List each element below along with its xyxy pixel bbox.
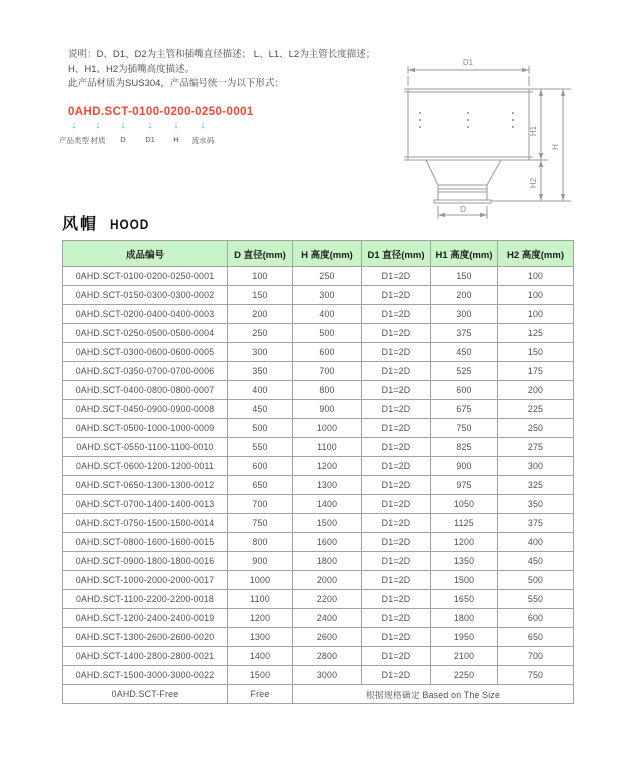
cell-h1: 2250: [431, 666, 498, 685]
intro-line-3: 此产品材质为SUS304，产品编号统一为以下形式：: [68, 78, 284, 89]
cell-d1: D1=2D: [362, 666, 431, 685]
cell-h1: 1350: [431, 552, 498, 571]
table-row: [63, 343, 574, 362]
cell-h: 300: [293, 286, 362, 305]
cell-h2: 350: [498, 495, 574, 514]
cell-h1: 600: [431, 381, 498, 400]
cell-h2: 750: [498, 666, 574, 685]
table-row: [63, 324, 574, 343]
table-row: [63, 647, 574, 666]
cell-d1: D1=2D: [362, 590, 431, 609]
cell-code: 0AHD.SCT-1400-2800-2800-0021: [63, 647, 228, 666]
cell-d1: D1=2D: [362, 571, 431, 590]
table-row: [63, 628, 574, 647]
cell-d: 450: [228, 400, 293, 419]
cell-code: 0AHD.SCT-0150-0300-0300-0002: [63, 286, 228, 305]
cell-h2: 100: [498, 305, 574, 324]
cell-h2: 275: [498, 438, 574, 457]
cell-d1: D1=2D: [362, 267, 431, 286]
cell-h1: 1125: [431, 514, 498, 533]
legend-label: D: [120, 135, 126, 144]
cell-h1: 825: [431, 438, 498, 457]
cell-d1: D1=2D: [362, 476, 431, 495]
cell-d: 1200: [228, 609, 293, 628]
table-row: [63, 457, 574, 476]
cell-h: 3000: [293, 666, 362, 685]
cell-code: 0AHD.SCT-1000-2000-2000-0017: [63, 571, 228, 590]
product-code-example: 0AHD.SCT-0100-0200-0250-0001: [68, 106, 254, 118]
cell-d: 1500: [228, 666, 293, 685]
cell-code: 0AHD.SCT-0500-1000-1000-0009: [63, 419, 228, 438]
table-row: [63, 305, 574, 324]
cell-d: 1300: [228, 628, 293, 647]
cell-code: 0AHD.SCT-0900-1800-1800-0016: [63, 552, 228, 571]
legend-item-serial: [192, 120, 215, 146]
intro-line-2: H、H1、H2为插嘴高度描述。: [68, 63, 195, 75]
cell-h1: 1800: [431, 609, 498, 628]
cell-h2: 175: [498, 362, 574, 381]
cell-d: 550: [228, 438, 293, 457]
cell-h: 2400: [293, 609, 362, 628]
legend-item-material: [91, 120, 106, 146]
column-header: H1 高度(mm): [431, 241, 498, 267]
cell-h1: 300: [431, 305, 498, 324]
legend-label: 流水码: [191, 136, 215, 145]
cell-d1: D1=2D: [362, 628, 431, 647]
cell-h1: 525: [431, 362, 498, 381]
cell-h2: 125: [498, 324, 574, 343]
cell-d1: D1=2D: [362, 381, 431, 400]
cell-d1: D1=2D: [362, 533, 431, 552]
legend-label: 产品类型: [59, 136, 89, 145]
table-row: [63, 362, 574, 381]
cell-h: 700: [293, 362, 362, 381]
cell-h1: 375: [431, 324, 498, 343]
cell-h: 800: [293, 381, 362, 400]
cell-d1: D1=2D: [362, 495, 431, 514]
down-arrow-icon: ↓: [147, 119, 153, 131]
cell-code: 0AHD.SCT-0250-0500-0500-0004: [63, 324, 228, 343]
section-title-en: HOOD: [110, 217, 150, 232]
cell-h1: 1500: [431, 571, 498, 590]
down-arrow-icon: ↓: [200, 119, 206, 131]
cell-d: 1000: [228, 571, 293, 590]
footer-note-cell: 根据规格确定 Based on The Size: [293, 685, 574, 704]
cell-h1: 150: [431, 267, 498, 286]
cell-code: 0AHD.SCT-0750-1500-1500-0014: [63, 514, 228, 533]
table-row: [63, 533, 574, 552]
cell-code: 0AHD.SCT-0700-1400-1400-0013: [63, 495, 228, 514]
table-row: [63, 609, 574, 628]
cell-h1: 450: [431, 343, 498, 362]
legend-label: 材质: [90, 136, 106, 145]
cell-h2: 400: [498, 533, 574, 552]
cell-h: 1800: [293, 552, 362, 571]
cell-h: 1200: [293, 457, 362, 476]
cell-d: 650: [228, 476, 293, 495]
section-title: [62, 211, 155, 234]
cell-h2: 325: [498, 476, 574, 495]
legend-label: D1: [145, 135, 155, 144]
cell-h2: 100: [498, 267, 574, 286]
table-body: [63, 267, 574, 685]
cell-d: 700: [228, 495, 293, 514]
cell-code: 0AHD.SCT-1300-2600-2600-0020: [63, 628, 228, 647]
cell-code: 0AHD.SCT-0350-0700-0700-0006: [63, 362, 228, 381]
table-row: [63, 514, 574, 533]
cell-d1: D1=2D: [362, 400, 431, 419]
hood-technical-drawing: [393, 45, 598, 228]
cell-h2: 100: [498, 286, 574, 305]
cell-h: 1500: [293, 514, 362, 533]
cell-d1: D1=2D: [362, 552, 431, 571]
cell-h2: 600: [498, 609, 574, 628]
column-header: D1 直径(mm): [362, 241, 431, 267]
cell-code: 0AHD.SCT-0650-1300-1300-0012: [63, 476, 228, 495]
table-row: [63, 495, 574, 514]
cell-h: 2000: [293, 571, 362, 590]
cell-h: 1300: [293, 476, 362, 495]
cell-h: 1100: [293, 438, 362, 457]
cell-d: 200: [228, 305, 293, 324]
table-footer-row: [63, 685, 574, 704]
cell-d: 100: [228, 267, 293, 286]
down-arrow-icon: ↓: [173, 119, 179, 131]
cell-d: 600: [228, 457, 293, 476]
legend-item-d1: [145, 120, 155, 144]
cell-h2: 300: [498, 457, 574, 476]
cell-h1: 1650: [431, 590, 498, 609]
cell-h1: 2100: [431, 647, 498, 666]
table-row: [63, 419, 574, 438]
cell-d1: D1=2D: [362, 324, 431, 343]
cell-h: 2800: [293, 647, 362, 666]
cell-d1: D1=2D: [362, 343, 431, 362]
column-header: D 直径(mm): [228, 241, 293, 267]
cell-d: 350: [228, 362, 293, 381]
cell-h2: 250: [498, 419, 574, 438]
cell-h2: 150: [498, 343, 574, 362]
cell-d1: D1=2D: [362, 647, 431, 666]
legend-item-h: [173, 120, 179, 144]
cell-h: 2600: [293, 628, 362, 647]
intro-line-1: 说明：D、D1、D2为主管和插嘴直径描述； L、L1、L2为主管长度描述；: [68, 49, 376, 60]
down-arrow-icon: ↓: [71, 119, 77, 131]
cell-h: 250: [293, 267, 362, 286]
cell-h2: 550: [498, 590, 574, 609]
dim-label-h2: H2: [529, 177, 538, 189]
cell-h2: 450: [498, 552, 574, 571]
cell-code: 0AHD.SCT-0100-0200-0250-0001: [63, 267, 228, 286]
cell-code: 0AHD.SCT-1500-3000-3000-0022: [63, 666, 228, 685]
down-arrow-icon: ↓: [120, 119, 126, 131]
cell-code: 0AHD.SCT-0800-1600-1600-0015: [63, 533, 228, 552]
footer-code-cell: 0AHD.SCT-Free: [63, 685, 228, 704]
table-header-row: [63, 241, 574, 267]
table-row: [63, 267, 574, 286]
down-arrow-icon: ↓: [95, 119, 101, 131]
cell-d1: D1=2D: [362, 438, 431, 457]
legend-item-d: [120, 120, 126, 144]
cell-d1: D1=2D: [362, 286, 431, 305]
cell-h1: 675: [431, 400, 498, 419]
cell-d: 1400: [228, 647, 293, 666]
cell-code: 0AHD.SCT-0450-0900-0900-0008: [63, 400, 228, 419]
cell-h: 500: [293, 324, 362, 343]
cell-d: 250: [228, 324, 293, 343]
cell-h1: 1200: [431, 533, 498, 552]
cell-d: 150: [228, 286, 293, 305]
table-row: [63, 400, 574, 419]
dim-label-h1: H1: [529, 125, 538, 137]
table-row: [63, 286, 574, 305]
cell-d1: D1=2D: [362, 305, 431, 324]
hood-diagram-svg: [393, 45, 598, 223]
cell-h2: 200: [498, 381, 574, 400]
cell-d: 1100: [228, 590, 293, 609]
cell-code: 0AHD.SCT-0400-0800-0800-0007: [63, 381, 228, 400]
table-row: [63, 438, 574, 457]
cell-d: 400: [228, 381, 293, 400]
cell-h2: 225: [498, 400, 574, 419]
intro-text: [68, 48, 388, 92]
cell-h: 1600: [293, 533, 362, 552]
column-header: H 高度(mm): [293, 241, 362, 267]
dim-label-d: D: [460, 205, 466, 214]
table-row: [63, 666, 574, 685]
table-row: [63, 552, 574, 571]
cell-h1: 1950: [431, 628, 498, 647]
cell-h2: 700: [498, 647, 574, 666]
cell-h: 2200: [293, 590, 362, 609]
column-header: 成品编号: [63, 241, 228, 267]
cell-h1: 900: [431, 457, 498, 476]
cell-h2: 650: [498, 628, 574, 647]
dim-label-h: H: [551, 144, 560, 150]
cell-d: 800: [228, 533, 293, 552]
cell-h1: 200: [431, 286, 498, 305]
cell-code: 0AHD.SCT-0600-1200-1200-0011: [63, 457, 228, 476]
cell-h1: 1050: [431, 495, 498, 514]
cell-d1: D1=2D: [362, 362, 431, 381]
cell-d: 300: [228, 343, 293, 362]
cell-code: 0AHD.SCT-1200-2400-2400-0019: [63, 609, 228, 628]
cell-h: 900: [293, 400, 362, 419]
cell-code: 0AHD.SCT-0550-1100-1100-0010: [63, 438, 228, 457]
cell-d1: D1=2D: [362, 609, 431, 628]
legend-item-product-type: [59, 120, 89, 146]
cell-h2: 500: [498, 571, 574, 590]
section-title-zh: 风帽: [62, 216, 99, 233]
cell-h1: 750: [431, 419, 498, 438]
cell-h: 1000: [293, 419, 362, 438]
cell-code: 0AHD.SCT-0200-0400-0400-0003: [63, 305, 228, 324]
spec-table: [62, 240, 574, 704]
table-row: [63, 571, 574, 590]
footer-d-cell: Free: [228, 685, 293, 704]
column-header: H2 高度(mm): [498, 241, 574, 267]
cell-d: 900: [228, 552, 293, 571]
cell-h1: 975: [431, 476, 498, 495]
legend-label: H: [173, 135, 179, 144]
cell-d: 750: [228, 514, 293, 533]
table-row: [63, 590, 574, 609]
cell-h2: 375: [498, 514, 574, 533]
cell-d: 500: [228, 419, 293, 438]
table-row: [63, 476, 574, 495]
cell-d1: D1=2D: [362, 514, 431, 533]
cell-code: 0AHD.SCT-1100-2200-2200-0018: [63, 590, 228, 609]
cell-h: 1400: [293, 495, 362, 514]
cell-code: 0AHD.SCT-0300-0600-0600-0005: [63, 343, 228, 362]
dim-label-d1: D1: [462, 58, 474, 67]
cell-h: 600: [293, 343, 362, 362]
cell-h: 400: [293, 305, 362, 324]
cell-d1: D1=2D: [362, 457, 431, 476]
table-row: [63, 381, 574, 400]
cell-d1: D1=2D: [362, 419, 431, 438]
